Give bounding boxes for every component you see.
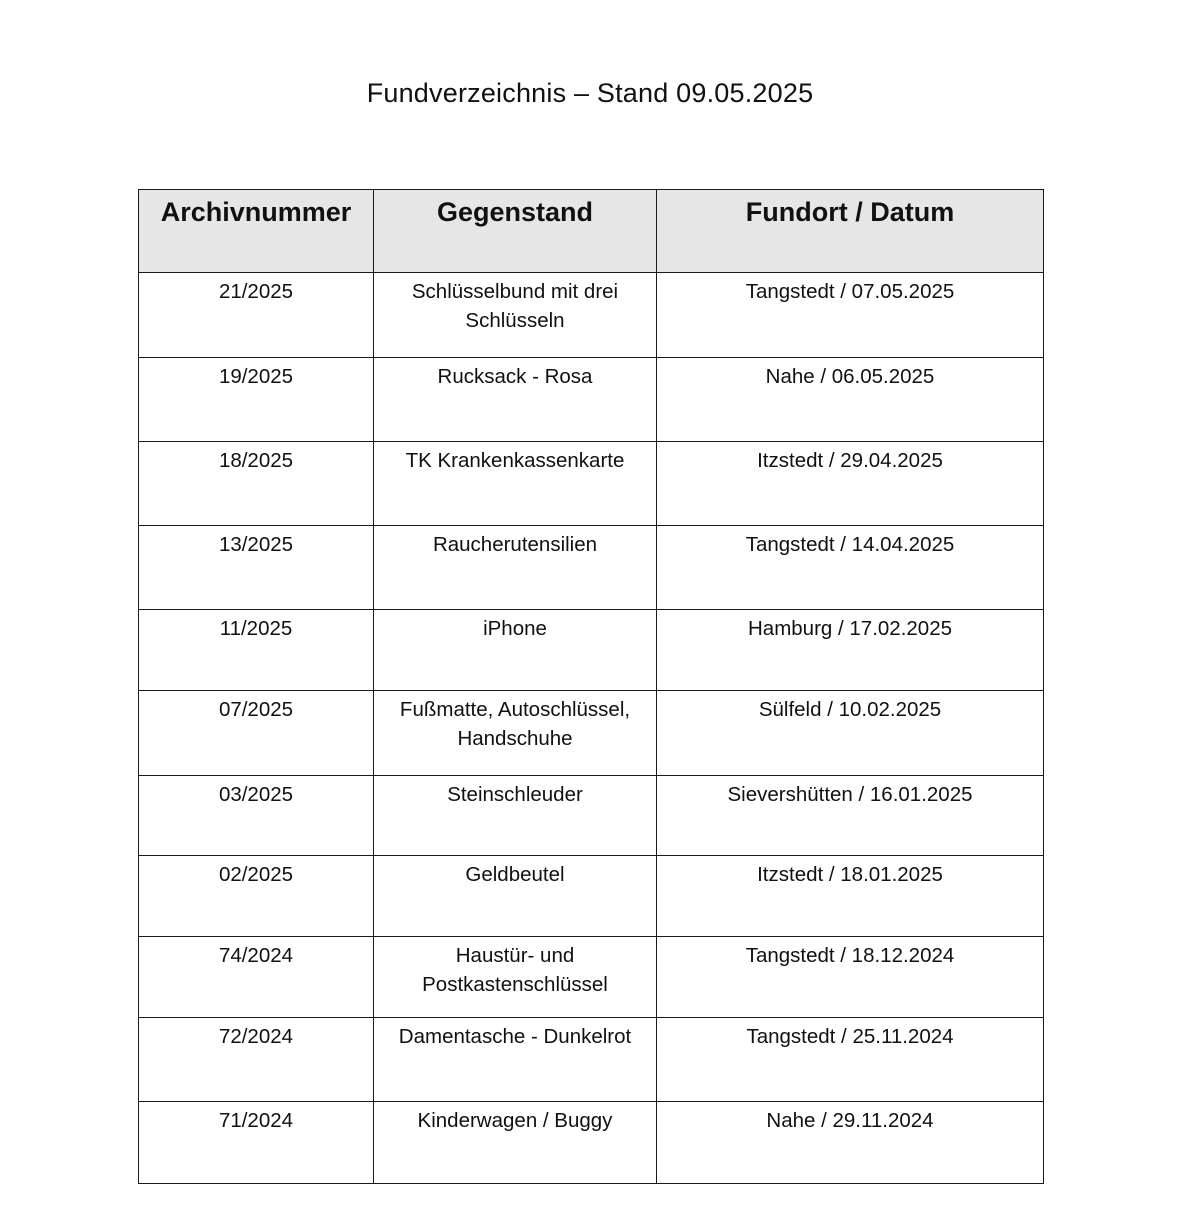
fundort-datum-cell: Itzstedt / 18.01.2025: [657, 856, 1044, 937]
fundort-datum-cell: Tangstedt / 25.11.2024: [657, 1018, 1044, 1102]
archivnummer-cell: 19/2025: [139, 358, 374, 442]
table-row: [139, 1018, 1044, 1102]
gegenstand-text: iPhone: [483, 617, 547, 640]
gegenstand-text: Damentasche - Dunkelrot: [398, 1025, 632, 1048]
archivnummer-cell: 71/2024: [139, 1102, 374, 1184]
fundort-datum-cell: Hamburg / 17.02.2025: [657, 610, 1044, 691]
gegenstand-cell: [374, 1102, 657, 1184]
header-archivnummer: Archivnummer: [139, 190, 374, 273]
table-row: [139, 610, 1044, 691]
gegenstand-text: Haustür- und Postkastenschlüssel: [422, 944, 608, 996]
gegenstand-text: Fußmatte, Autoschlüssel, Handschuhe: [399, 698, 631, 750]
table-row: [139, 856, 1044, 937]
fundort-datum-cell: Tangstedt / 14.04.2025: [657, 526, 1044, 610]
gegenstand-cell: [374, 273, 657, 358]
fundort-datum-cell: Nahe / 29.11.2024: [657, 1102, 1044, 1184]
fundort-datum-cell: Tangstedt / 18.12.2024: [657, 937, 1044, 1018]
gegenstand-cell: [374, 776, 657, 856]
fundort-datum-cell: Sülfeld / 10.02.2025: [657, 691, 1044, 776]
gegenstand-cell: [374, 526, 657, 610]
fundort-datum-cell: Itzstedt / 29.04.2025: [657, 442, 1044, 526]
archivnummer-cell: 13/2025: [139, 526, 374, 610]
gegenstand-text: Steinschleuder: [447, 783, 583, 806]
table-row: [139, 937, 1044, 1018]
gegenstand-text: TK Krankenkassenkarte: [405, 449, 625, 472]
header-fundort-datum: Fundort / Datum: [657, 190, 1044, 273]
table-row: [139, 358, 1044, 442]
archivnummer-cell: 21/2025: [139, 273, 374, 358]
gegenstand-cell: [374, 856, 657, 937]
header-gegenstand: Gegenstand: [374, 190, 657, 273]
archivnummer-cell: 72/2024: [139, 1018, 374, 1102]
fundort-datum-cell: Tangstedt / 07.05.2025: [657, 273, 1044, 358]
gegenstand-cell: [374, 358, 657, 442]
archivnummer-cell: 03/2025: [139, 776, 374, 856]
gegenstand-cell: [374, 442, 657, 526]
archivnummer-cell: 11/2025: [139, 610, 374, 691]
table-row: [139, 273, 1044, 358]
gegenstand-cell: [374, 1018, 657, 1102]
gegenstand-text: Schlüsselbund mit drei Schlüsseln: [411, 280, 619, 332]
archivnummer-cell: 18/2025: [139, 442, 374, 526]
table-row: [139, 442, 1044, 526]
gegenstand-text: Kinderwagen / Buggy: [417, 1109, 613, 1132]
archivnummer-cell: 02/2025: [139, 856, 374, 937]
gegenstand-text: Geldbeutel: [465, 863, 565, 886]
table-row: [139, 1102, 1044, 1184]
gegenstand-cell: [374, 937, 657, 1018]
table-row: [139, 776, 1044, 856]
gegenstand-cell: [374, 610, 657, 691]
fund-table: [138, 189, 1044, 1184]
fundort-datum-cell: Nahe / 06.05.2025: [657, 358, 1044, 442]
gegenstand-text: Rucksack - Rosa: [437, 365, 593, 388]
table-body: [139, 273, 1044, 1184]
table-header: [139, 190, 1044, 273]
header-row: [139, 190, 1044, 273]
fundort-datum-cell: Sievershütten / 16.01.2025: [657, 776, 1044, 856]
table-row: [139, 691, 1044, 776]
gegenstand-cell: [374, 691, 657, 776]
table-row: [139, 526, 1044, 610]
archivnummer-cell: 74/2024: [139, 937, 374, 1018]
document-title: Fundverzeichnis – Stand 09.05.2025: [366, 78, 814, 108]
archivnummer-cell: 07/2025: [139, 691, 374, 776]
gegenstand-text: Raucherutensilien: [432, 533, 598, 556]
